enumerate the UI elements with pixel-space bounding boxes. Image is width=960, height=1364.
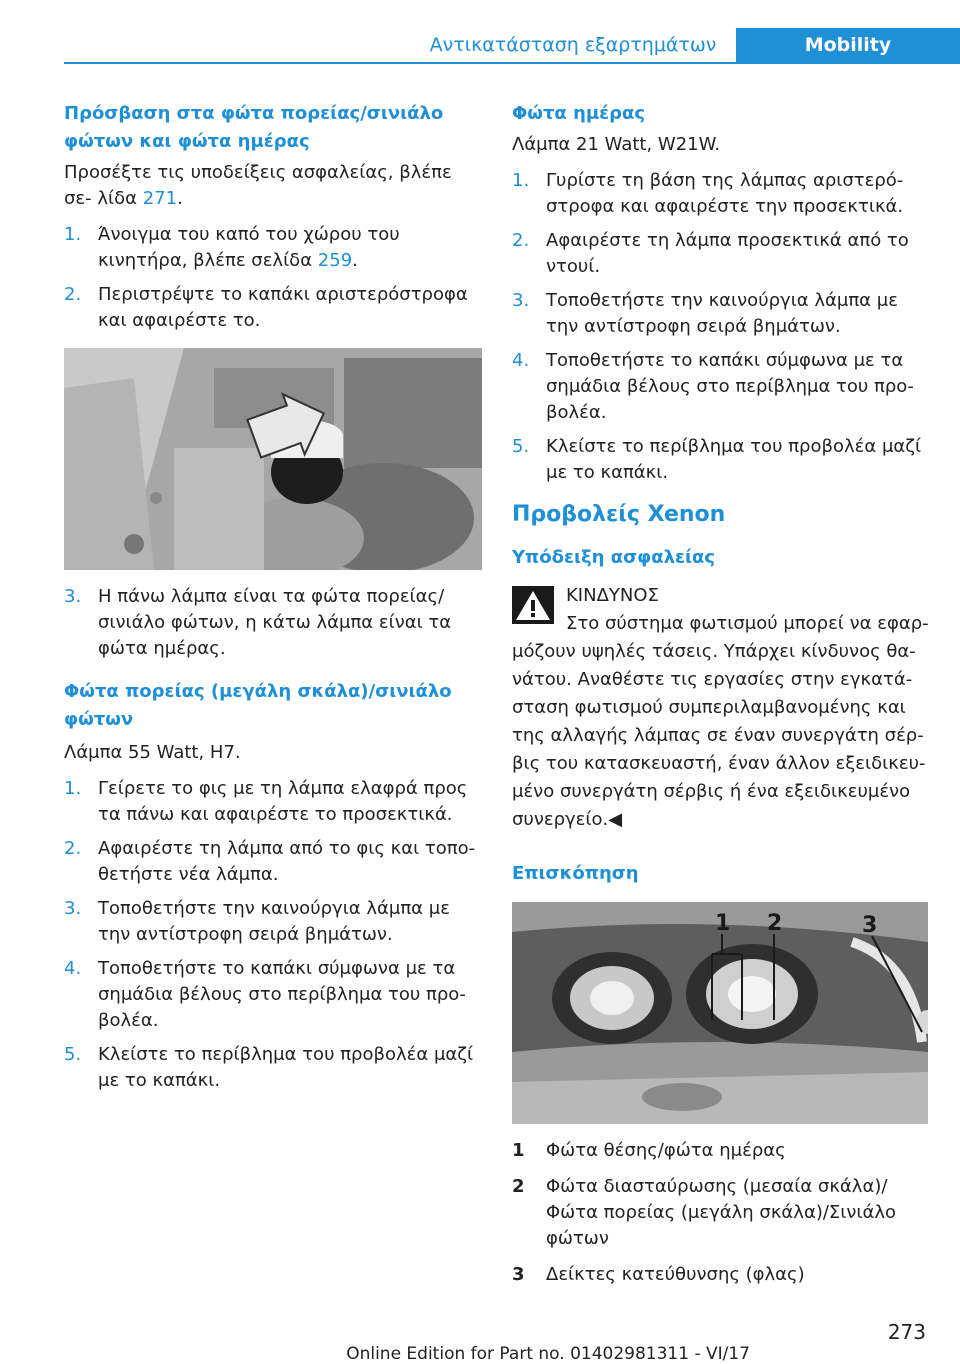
- step-number: 1.: [512, 170, 530, 191]
- safety-reference: Προσέξτε τις υποδείξεις ασφαλείας, βλέπε σε‐ λίδα 271.: [64, 162, 452, 209]
- list-item: [512, 348, 930, 426]
- page-footer: [0, 1320, 960, 1362]
- edition-note: Online Edition for Part no. 01402981311 - VI/17: [346, 1344, 750, 1364]
- callout-2: 2: [767, 911, 783, 936]
- step-number: 3.: [512, 290, 530, 311]
- step-number: 1.: [64, 224, 82, 245]
- warning-triangle-icon: [512, 586, 554, 624]
- step-number: 1.: [64, 778, 82, 799]
- list-item: [64, 836, 482, 888]
- step-number: 4.: [512, 350, 530, 371]
- day-light-steps: [512, 168, 930, 486]
- step-number: 5.: [64, 1044, 82, 1065]
- step-text: Άνοιγμα του καπό του χώρου του κινητήρα, βλέπε σελίδα: [98, 224, 400, 271]
- legend-key: 1: [512, 1140, 525, 1161]
- list-item: [64, 896, 482, 948]
- step-text: Τοποθετήστε το καπάκι σύμφωνα με τα σημάδια βέλους στο περίβλημα του προ‐ βολέα.: [98, 958, 466, 1031]
- legend-key: 2: [512, 1176, 525, 1197]
- section-heading-overview: Επισκόπηση: [512, 863, 639, 884]
- step-text: Αφαιρέστε τη λάμπα από το φις και τοπο‐ θετήστε νέα λάμπα.: [98, 838, 476, 885]
- page-link-271[interactable]: 271: [142, 188, 178, 209]
- section-title: Αντικατάσταση εξαρτημάτων: [429, 34, 717, 56]
- high-beam-steps: [64, 776, 482, 1094]
- list-item: [512, 1262, 930, 1288]
- intro-text: Προσέξτε τις υποδείξεις ασφαλείας, βλέπε σε‐ λίδα: [64, 162, 452, 209]
- list-item: [64, 776, 482, 828]
- step-text: Κλείστε το περίβλημα του προβολέα μαζί με το καπάκι.: [546, 436, 922, 483]
- legend-text: Φώτα θέσης/φώτα ημέρας: [546, 1140, 786, 1161]
- access-steps-continued: [64, 584, 482, 662]
- section-heading-day-lights: Φώτα ημέρας: [512, 103, 646, 124]
- legend-text: Δείκτες κατεύθυνσης (φλας): [546, 1264, 805, 1285]
- danger-label: ΚΙΝΔΥΝΟΣ: [566, 585, 659, 606]
- callout-3: 3: [862, 913, 878, 938]
- section-heading-safety: Υπόδειξη ασφαλείας: [512, 547, 716, 568]
- step-number: 2.: [64, 284, 82, 305]
- lamp-spec: Λάμπα 55 Watt, H7.: [64, 742, 241, 763]
- step-text: Αφαιρέστε τη λάμπα προσεκτικά από το ντουί.: [546, 230, 909, 277]
- step-text: Η πάνω λάμπα είναι τα φώτα πορείας/ σινιάλο φώτων, η κάτω λάμπα είναι τα φώτα ημέρας.: [98, 586, 452, 659]
- list-item: [512, 288, 930, 340]
- page-number: 273: [887, 1320, 926, 1344]
- list-item: [64, 584, 482, 662]
- step-text: Τοποθετήστε την καινούργια λάμπα με την αντίστροφη σειρά βημάτων.: [98, 898, 450, 945]
- list-item: [512, 228, 930, 280]
- list-item: [64, 1042, 482, 1094]
- right-column: [512, 100, 930, 1298]
- step-number: 2.: [64, 838, 82, 859]
- page-link-259[interactable]: 259: [317, 250, 353, 271]
- overview-legend: [512, 1138, 930, 1288]
- chapter-tab[interactable]: Mobility: [736, 28, 960, 62]
- list-item: [512, 1138, 930, 1164]
- danger-text: Στο σύστημα φωτισμού μπορεί να εφαρ‐ μόζουν υψηλές τάσεις. Υπάρχει κίνδυνος θα‐ νάτου. Αναθέστε τις εργασίες στην εγκατά‐ σταση φωτισμού συμπεριλαμβανομένης και της αλλαγής λάμπας σε έναν συνεργάτη σέρ‐ βις του κατασκευαστή, έναν άλλον εξειδικευ‐ μένο συνεργάτη σέρβις ή ένα εξειδικευμένο συνεργείο.◀: [512, 613, 929, 830]
- lamp-spec: Λάμπα 21 Watt, W21W.: [512, 134, 721, 155]
- list-item: [512, 1174, 930, 1252]
- engine-bay-photo: [64, 348, 482, 570]
- step-text: Γείρετε το φις με τη λάμπα ελαφρά προς τα πάνω και αφαιρέστε το προσεκτικά.: [98, 778, 468, 825]
- step-text: Κλείστε το περίβλημα του προβολέα μαζί με το καπάκι.: [98, 1044, 474, 1091]
- callout-1: 1: [715, 911, 731, 936]
- list-item: [64, 282, 482, 334]
- access-steps: [64, 222, 482, 334]
- section-heading-high-beam: Φώτα πορείας (μεγάλη σκάλα)/σινιάλο φώτων: [64, 681, 452, 730]
- step-number: 2.: [512, 230, 530, 251]
- step-number: 4.: [64, 958, 82, 979]
- headlight-overview-photo: [512, 902, 928, 1124]
- step-text: Περιστρέψτε το καπάκι αριστερόστροφα και αφαιρέστε το.: [98, 284, 468, 331]
- step-number: 3.: [64, 898, 82, 919]
- left-column: [64, 100, 482, 1102]
- step-text: Τοποθετήστε την καινούργια λάμπα με την αντίστροφη σειρά βημάτων.: [546, 290, 898, 337]
- step-number: 5.: [512, 436, 530, 457]
- list-item: [64, 956, 482, 1034]
- header-rule: [64, 62, 960, 64]
- danger-notice: [512, 582, 930, 834]
- section-heading-access: Πρόσβαση στα φώτα πορείας/σινιάλο φώτων και φώτα ημέρας: [64, 103, 444, 152]
- list-item: [512, 434, 930, 486]
- legend-key: 3: [512, 1264, 525, 1285]
- legend-text: Φώτα διασταύρωσης (μεσαία σκάλα)/ Φώτα πορείας (μεγάλη σκάλα)/Σινιάλο φώτων: [546, 1176, 897, 1249]
- step-number: 3.: [64, 586, 82, 607]
- section-heading-xenon: Προβολείς Xenon: [512, 502, 726, 527]
- list-item: [512, 168, 930, 220]
- step-text: Γυρίστε τη βάση της λάμπας αριστερό‐ στροφα και αφαιρέστε την προσεκτικά.: [546, 170, 904, 217]
- list-item: 1. Άνοιγμα του καπό του χώρου του κινητήρα, βλέπε σελίδα 259.: [64, 224, 400, 271]
- step-text: Τοποθετήστε το καπάκι σύμφωνα με τα σημάδια βέλους στο περίβλημα του προ‐ βολέα.: [546, 350, 914, 423]
